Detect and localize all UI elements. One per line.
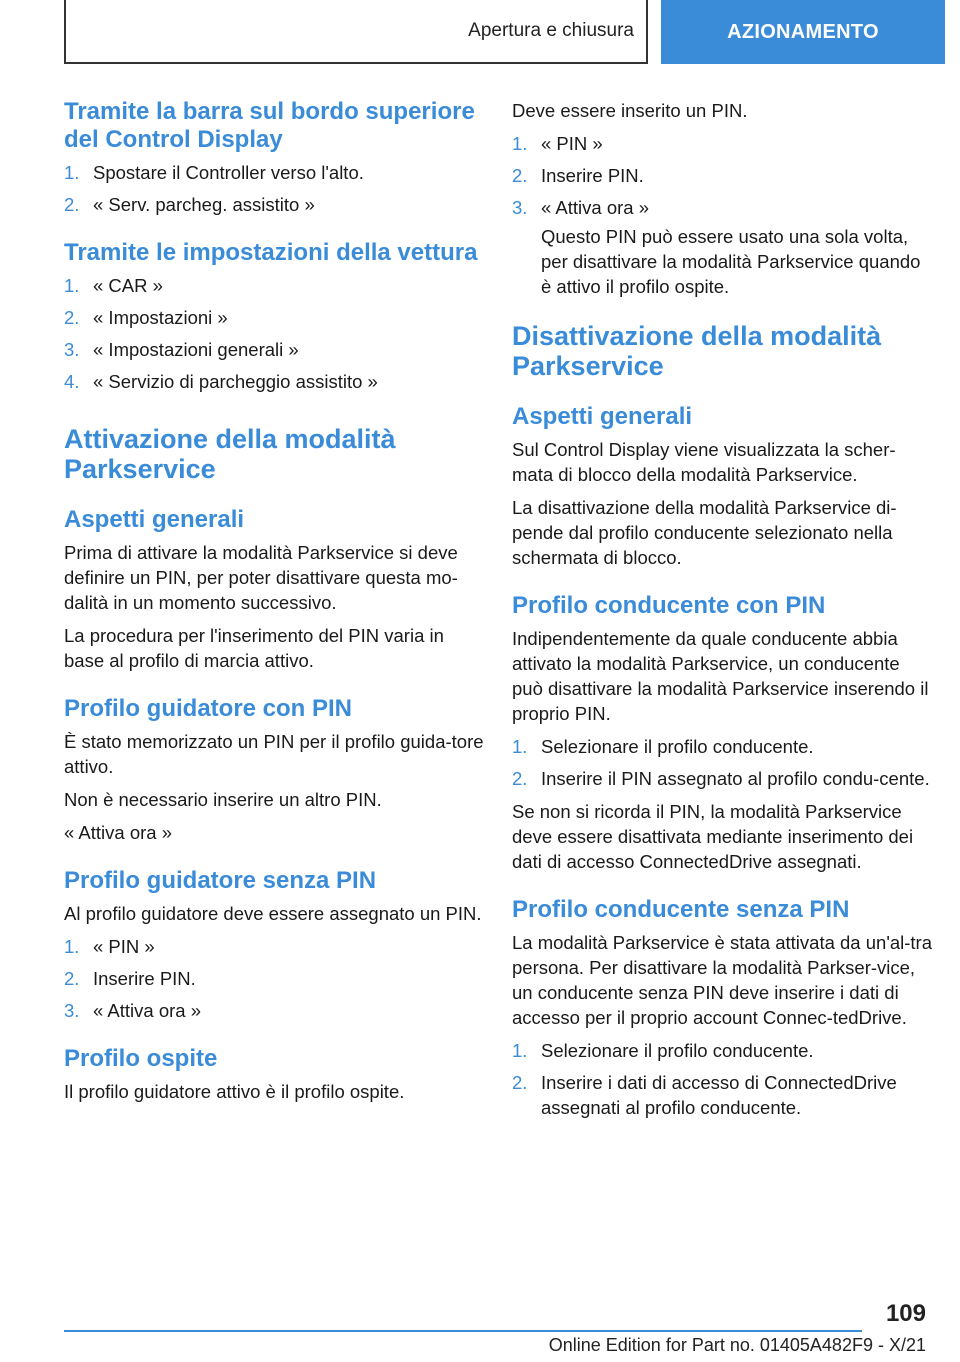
list-con-pin bbox=[512, 734, 932, 791]
heading-impostazioni: Tramite le impostazioni della vettura bbox=[64, 239, 478, 266]
paragraph: Non è necessario inserire un altro PIN. bbox=[64, 789, 382, 810]
list-barra bbox=[64, 160, 484, 217]
list-item: 2. « Impostazioni » bbox=[64, 307, 228, 328]
paragraph: Indipendentemente da quale conducente abbia attivato la modalità Parkservice, un conducente può disattivare la modalità Parkservice inserendo il proprio PIN. bbox=[512, 628, 929, 724]
heading-profilo-con-pin: Profilo guidatore con PIN bbox=[64, 695, 353, 722]
list-item: 3. « Attiva ora » bbox=[512, 197, 649, 218]
list-item: 3. « Impostazioni generali » bbox=[64, 339, 299, 360]
paragraph: Se non si ricorda il PIN, la modalità Parkservice deve essere disattivata mediante inserimento dei dati di accesso ConnectedDrive assegnati. bbox=[512, 801, 914, 872]
list-item: 2. Inserire PIN. bbox=[512, 165, 644, 186]
list-intro bbox=[512, 131, 932, 220]
list-impostazioni bbox=[64, 273, 484, 394]
list-item: 3. « Attiva ora » bbox=[64, 1000, 201, 1021]
heading-aspetti-generali: Aspetti generali bbox=[512, 403, 693, 430]
list-item: 1. Spostare il Controller verso l'alto. bbox=[64, 162, 364, 183]
heading-conducente-senza-pin: Profilo conducente senza PIN bbox=[512, 896, 850, 923]
paragraph: Deve essere inserito un PIN. bbox=[512, 100, 748, 121]
list-item: 2. Inserire PIN. bbox=[64, 968, 196, 989]
header-chapter-label: AZIONAMENTO bbox=[727, 20, 879, 43]
heading-barra: Tramite la barra sul bordo superiore del Control Display bbox=[64, 98, 475, 153]
list-item: 1. « PIN » bbox=[64, 936, 155, 957]
list-item: 2. Inserire il PIN assegnato al profilo condu-cente. bbox=[512, 768, 930, 789]
right-column bbox=[512, 98, 932, 1128]
list-item: 4. « Servizio di parcheggio assistito » bbox=[64, 371, 378, 392]
heading-attivazione: Attivazione della modalità Parkservice bbox=[64, 424, 396, 484]
paragraph: La modalità Parkservice è stata attivata da un'al-tra persona. Per disattivare la modalità Parkser-vice, un conducente senza PIN deve inserire i dati di accesso per il proprio account Connec-tedDrive. bbox=[512, 932, 932, 1028]
heading-profilo-senza-pin: Profilo guidatore senza PIN bbox=[64, 867, 377, 894]
paragraph: La procedura per l'inserimento del PIN varia in base al profilo di marcia attivo. bbox=[64, 625, 444, 671]
paragraph: Il profilo guidatore attivo è il profilo ospite. bbox=[64, 1081, 405, 1102]
paragraph: Al profilo guidatore deve essere assegnato un PIN. bbox=[64, 903, 482, 924]
left-column bbox=[64, 98, 484, 1112]
list-item: 2. « Serv. parcheg. assistito » bbox=[64, 194, 315, 215]
heading-disattivazione: Disattivazione della modalità Parkservice bbox=[512, 321, 882, 381]
footer-edition: Online Edition for Part no. 01405A482F9 - X/21 bbox=[548, 1335, 926, 1355]
paragraph: Sul Control Display viene visualizzata la scher-mata di blocco della modalità Parkservice. bbox=[512, 439, 896, 485]
page-number: 109 bbox=[885, 1300, 926, 1327]
list-item: 1. « PIN » bbox=[512, 133, 603, 154]
list-senza-pin bbox=[512, 1038, 932, 1120]
paragraph: È stato memorizzato un PIN per il profilo guida-tore attivo. bbox=[64, 731, 484, 777]
paragraph: « Attiva ora » bbox=[64, 822, 172, 843]
paragraph: La disattivazione della modalità Parkservice di-pende dal profilo conducente selezionato nella schermata di blocco. bbox=[512, 497, 897, 568]
header-section-label: Apertura e chiusura bbox=[468, 20, 634, 41]
list-item: 1. Selezionare il profilo conducente. bbox=[512, 736, 814, 757]
heading-aspetti-generali: Aspetti generali bbox=[64, 506, 245, 533]
list-item: 1. « CAR » bbox=[64, 275, 163, 296]
footer-divider bbox=[64, 1330, 862, 1332]
paragraph: Prima di attivare la modalità Parkservice si deve definire un PIN, per poter disattivare questa mo-dalità in un momento successivo. bbox=[64, 542, 458, 613]
list-senza-pin bbox=[64, 934, 484, 1023]
list-item: 2. Inserire i dati di accesso di ConnectedDrive assegnati al profilo conducente. bbox=[512, 1072, 897, 1118]
heading-profilo-ospite: Profilo ospite bbox=[64, 1045, 218, 1072]
list-item: 1. Selezionare il profilo conducente. bbox=[512, 1040, 814, 1061]
header-chapter-tab bbox=[661, 0, 945, 64]
header-section-tab bbox=[64, 0, 648, 64]
heading-conducente-con-pin: Profilo conducente con PIN bbox=[512, 592, 826, 619]
note-ospite-pin: Questo PIN può essere usato una sola volta, per disattivare la modalità Parkservice quando è attivo il profilo ospite. bbox=[541, 226, 921, 297]
